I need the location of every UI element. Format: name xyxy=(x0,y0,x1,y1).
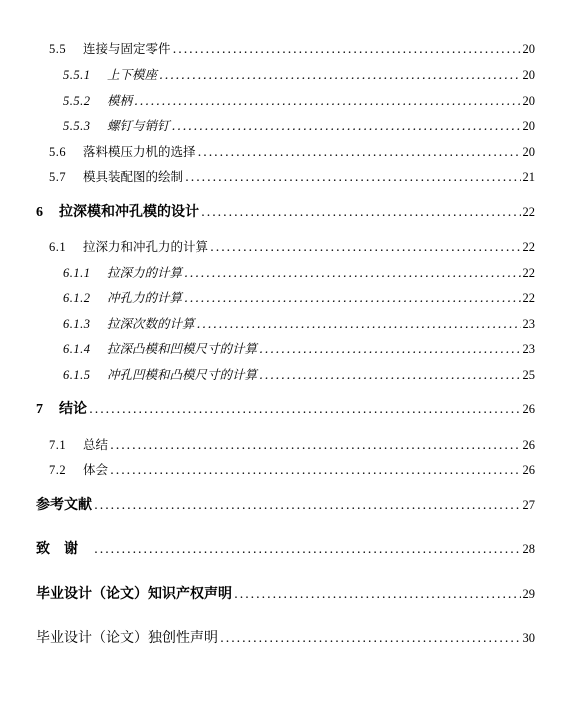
toc-entry-title: 冲孔凹模和凸模尺寸的计算 xyxy=(107,367,258,382)
toc-entry-6-1-2[interactable] xyxy=(0,292,535,305)
dot-leader xyxy=(234,588,521,601)
toc-entry-6[interactable] xyxy=(0,205,535,220)
toc-entry-page: 22 xyxy=(522,205,535,219)
toc-entry-page: 20 xyxy=(522,68,535,82)
toc-entry-number: 5.5.1 xyxy=(63,68,91,82)
toc-entry-page: 26 xyxy=(522,438,535,452)
dot-leader xyxy=(94,543,521,556)
toc-entry-page: 28 xyxy=(522,542,535,556)
toc-entry-page: 22 xyxy=(522,240,535,254)
toc-entry-6-1-1[interactable] xyxy=(0,267,535,280)
toc-entry-title: 落料模压力机的选择 xyxy=(83,144,196,159)
toc-entry-number: 6.1.2 xyxy=(63,291,91,305)
toc-entry-page: 20 xyxy=(522,94,535,108)
dot-leader xyxy=(110,464,520,477)
toc-entry-title: 模具装配图的绘制 xyxy=(83,169,184,184)
toc-entry-number: 6.1.5 xyxy=(63,368,91,382)
toc-entry-originality-statement[interactable] xyxy=(0,631,535,645)
toc-entry-6-1[interactable] xyxy=(0,241,535,254)
toc-entry-title: 模柄 xyxy=(107,93,133,108)
toc-entry-5-5[interactable] xyxy=(0,43,535,56)
toc-entry-title: 结论 xyxy=(59,401,87,417)
toc-entry-acknowledgements[interactable] xyxy=(0,542,535,556)
dot-leader xyxy=(94,499,521,512)
toc-entry-references[interactable] xyxy=(0,498,535,512)
toc-entry-number: 6 xyxy=(36,205,43,220)
toc-entry-7-2[interactable] xyxy=(0,464,535,477)
toc-entry-number: 6.1.4 xyxy=(63,342,91,356)
dot-leader xyxy=(259,369,520,382)
toc-entry-title: 拉深力和冲孔力的计算 xyxy=(83,239,209,254)
toc-entry-5-6[interactable] xyxy=(0,146,535,159)
toc-entry-number: 7.1 xyxy=(49,438,67,452)
toc-entry-number: 5.5.2 xyxy=(63,94,91,108)
toc-entry-page: 23 xyxy=(522,342,535,356)
dot-leader xyxy=(259,343,520,356)
toc-entry-number: 6.1.1 xyxy=(63,266,91,280)
toc-entry-title: 致谢 xyxy=(36,541,92,557)
toc-entry-page: 22 xyxy=(522,291,535,305)
toc-entry-title: 拉深凸模和凹模尺寸的计算 xyxy=(107,341,258,356)
toc-entry-page: 29 xyxy=(522,587,535,601)
toc-entry-page: 25 xyxy=(522,368,535,382)
toc-entry-number: 6.1 xyxy=(49,240,67,254)
toc-entry-page: 20 xyxy=(522,42,535,56)
toc-entry-6-1-3[interactable] xyxy=(0,318,535,331)
toc-entry-title: 总结 xyxy=(83,437,109,452)
toc-entry-title: 毕业设计（论文）独创性声明 xyxy=(36,630,218,646)
toc-entry-title: 毕业设计（论文）知识产权声明 xyxy=(36,586,232,602)
toc-entry-page: 27 xyxy=(522,498,535,512)
toc-entry-number: 5.5.3 xyxy=(63,119,91,133)
toc-entry-page: 23 xyxy=(522,317,535,331)
toc-entry-7[interactable] xyxy=(0,402,535,417)
toc-entry-5-5-3[interactable] xyxy=(0,120,535,133)
toc-entry-title: 螺钉与销钉 xyxy=(107,118,170,133)
dot-leader xyxy=(89,403,521,416)
toc-entry-page: 26 xyxy=(522,463,535,477)
toc-entry-page: 30 xyxy=(522,631,535,645)
dot-leader xyxy=(184,267,520,280)
toc-entry-title: 体会 xyxy=(83,462,109,477)
toc-entry-number: 7 xyxy=(36,402,43,417)
toc-entry-page: 26 xyxy=(522,402,535,416)
toc-entry-title: 拉深力的计算 xyxy=(107,265,183,280)
toc-entry-number: 5.7 xyxy=(49,170,67,184)
dot-leader xyxy=(173,43,521,56)
toc-entry-ip-statement[interactable] xyxy=(0,587,535,601)
toc-entry-number: 5.5 xyxy=(49,42,67,56)
dot-leader xyxy=(184,292,520,305)
toc-entry-title: 参考文献 xyxy=(36,497,92,513)
toc-entry-6-1-5[interactable] xyxy=(0,369,535,382)
dot-leader xyxy=(201,206,521,219)
dot-leader xyxy=(110,439,520,452)
toc-entry-number: 6.1.3 xyxy=(63,317,91,331)
dot-leader xyxy=(210,241,520,254)
toc-entry-5-5-2[interactable] xyxy=(0,95,535,108)
toc-entry-page: 21 xyxy=(522,170,535,184)
dot-leader xyxy=(134,95,520,108)
dot-leader xyxy=(198,146,521,159)
toc-entry-5-5-1[interactable] xyxy=(0,69,535,82)
dot-leader xyxy=(197,318,521,331)
toc-entry-6-1-4[interactable] xyxy=(0,343,535,356)
toc-entry-7-1[interactable] xyxy=(0,439,535,452)
toc-entry-title: 拉深模和冲孔模的设计 xyxy=(59,204,199,220)
toc-entry-number: 7.2 xyxy=(49,463,67,477)
dot-leader xyxy=(185,171,520,184)
toc-entry-title: 拉深次数的计算 xyxy=(107,316,195,331)
toc-entry-title: 冲孔力的计算 xyxy=(107,290,183,305)
toc-entry-page: 20 xyxy=(522,119,535,133)
toc-entry-title: 上下模座 xyxy=(107,67,158,82)
toc-entry-page: 22 xyxy=(522,266,535,280)
toc-entry-title: 连接与固定零件 xyxy=(83,41,171,56)
toc-entry-number: 5.6 xyxy=(49,145,67,159)
dot-leader xyxy=(220,632,521,645)
dot-leader xyxy=(172,120,521,133)
toc-entry-5-7[interactable] xyxy=(0,171,535,184)
dot-leader xyxy=(159,69,520,82)
toc-entry-page: 20 xyxy=(522,145,535,159)
